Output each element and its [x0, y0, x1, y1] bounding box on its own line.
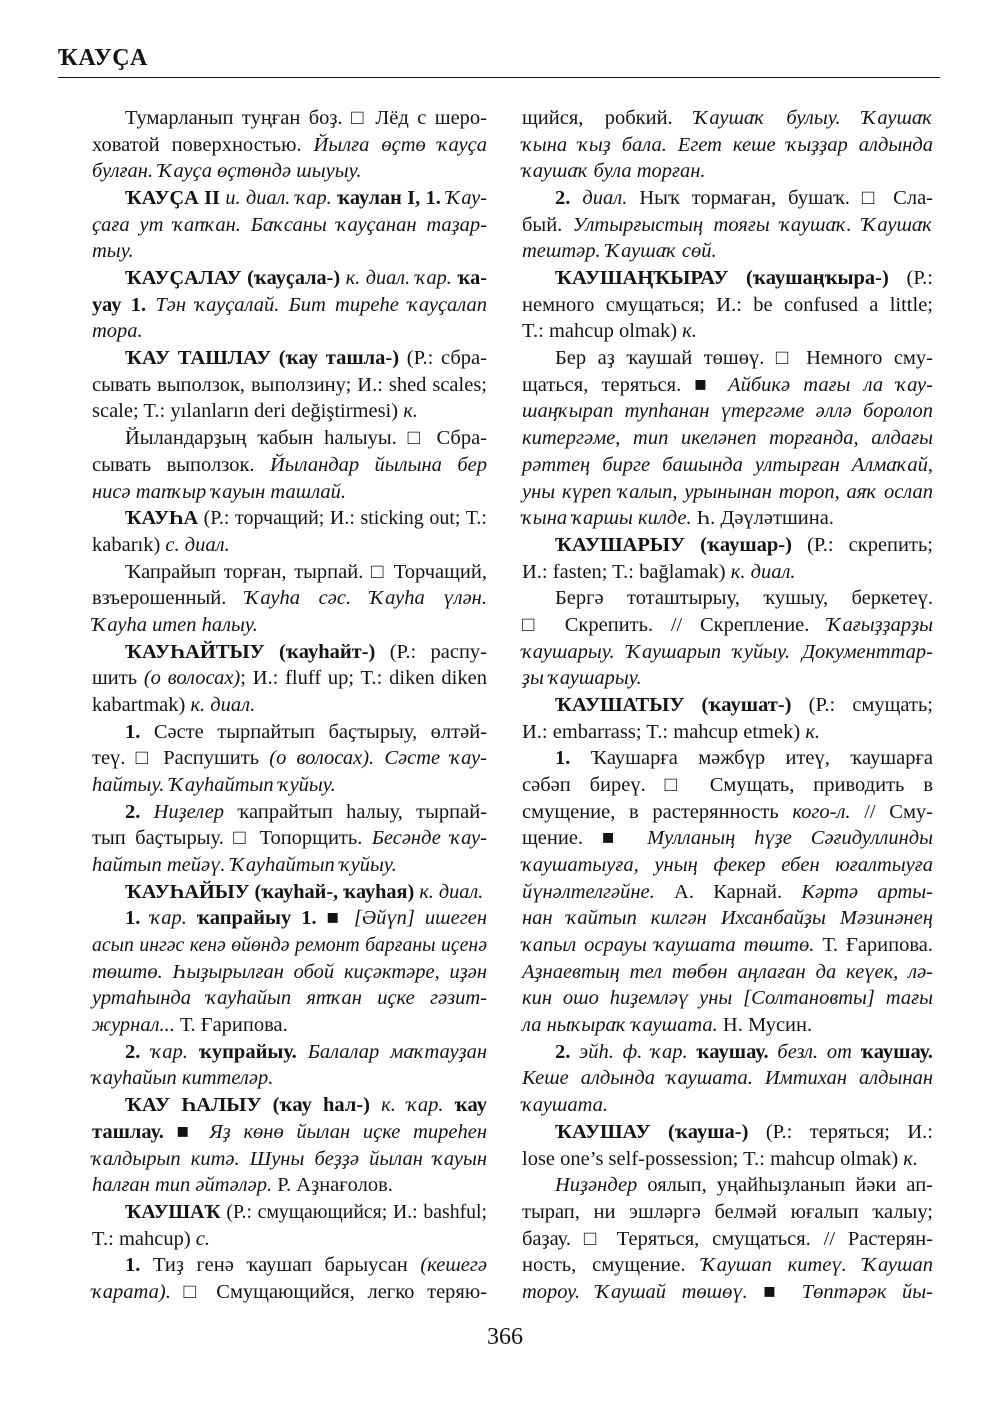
- italic-text: Яҙ көнө йылан иҫке тиреһен: [209, 1120, 487, 1143]
- text-line: [522, 479, 933, 505]
- italic-text: ҡаушарыу. Ҡаушарып ҡуйыу. Документтар-: [522, 640, 933, 663]
- text-line: [522, 665, 933, 691]
- text-line: [522, 905, 933, 931]
- text-line: [522, 1012, 933, 1038]
- italic-text: Мулланың һүҙе Сәғидуллинды: [647, 827, 933, 850]
- text-line: [92, 292, 487, 318]
- plain-text: □ Смущающийся, легко теряю-: [170, 1280, 487, 1303]
- italic-text: уртаһында ҡауһайып ятҡан иҫке гәзит-: [92, 987, 487, 1010]
- plain-text: Н. Мусин.: [717, 1014, 813, 1037]
- text-line: [92, 1226, 487, 1252]
- italic-text: эйһ. ф. ҡар.: [570, 1040, 688, 1063]
- italic-text: тороу. Ҡаушай төшөү.: [522, 1280, 748, 1303]
- text-line: [522, 612, 933, 638]
- text-line: [522, 1199, 933, 1225]
- text-line: [522, 345, 933, 371]
- text-line: [522, 1039, 933, 1065]
- text-line: [522, 132, 933, 158]
- italic-text: Ҡаушап китеү. Ҡаушап: [701, 1254, 933, 1277]
- text-line: [522, 292, 933, 318]
- text-line: [92, 1012, 487, 1038]
- bold-text: 2.: [555, 187, 571, 210]
- text-line: [92, 932, 487, 958]
- plain-text: (Р.:: [888, 267, 933, 290]
- italic-text: ла ныҡыраҡ ҡаушата.: [522, 1014, 718, 1037]
- text-line: [522, 105, 933, 131]
- plain-text: T.: mahcup olmak): [522, 320, 683, 343]
- italic-text: к.: [903, 1147, 919, 1170]
- italic-text: Ҡаушаҡ булыу. Ҡаушаҡ: [694, 107, 933, 129]
- bold-text: ҡаулан I, 1.: [331, 187, 441, 210]
- italic-text: Балалар маҡтауҙан: [296, 1040, 487, 1063]
- italic-text: Айбикә тағы ла ҡау-: [728, 373, 933, 396]
- text-line: [92, 318, 487, 344]
- plain-text: сывать выползок, выползину; И.: shed scales;: [92, 373, 487, 396]
- plain-text: Т. Ғарипова.: [814, 934, 933, 957]
- text-line: [522, 1119, 933, 1145]
- italic-text: кого-л.: [792, 800, 851, 823]
- text-line: [522, 238, 933, 264]
- text-line: [92, 1065, 487, 1091]
- italic-text: к. диал.: [190, 693, 256, 716]
- bold-text: ҡа-: [451, 267, 487, 290]
- plain-text: (Р.: торчащий; И.: sticking out; T.:: [198, 507, 487, 530]
- text-line: [92, 238, 487, 264]
- italic-text: Бесәнде ҡау-: [371, 827, 487, 850]
- text-line: [92, 185, 487, 211]
- text-line: [92, 1119, 487, 1145]
- italic-text: Кеше алдында ҡаушата. Имтихан алдынан: [522, 1067, 933, 1090]
- italic-text: к. ҡар.: [370, 1094, 444, 1117]
- italic-text: һайтыу. Ҡауһайтып ҡуйыу.: [92, 774, 336, 796]
- text-line: [92, 1039, 487, 1065]
- text-line: [92, 825, 487, 851]
- plain-text: (Р.: теряться; И.:: [748, 1120, 933, 1143]
- plain-text: щаться, теряться. ■: [522, 373, 729, 396]
- italic-text: рәттең бирге башында ултырған Алмаҡай,: [522, 453, 933, 476]
- text-line: [522, 719, 933, 745]
- text-line: [522, 532, 933, 558]
- italic-text: ҡына ҡаршы килде.: [522, 507, 692, 530]
- italic-text: Ҡауһа итеп һалыу.: [92, 613, 258, 636]
- plain-text: ховатой поверхностью.: [92, 133, 314, 156]
- italic-text: Ҡағыҙҙарҙы: [827, 613, 933, 636]
- plain-text: щийся, робкий.: [522, 107, 695, 129]
- plain-text: Ныҡ тормаған, бушаҡ. □ Сла-: [627, 187, 933, 210]
- bold-text: ҠАУ ТАШЛАУ (ҡау ташла-): [125, 347, 400, 370]
- italic-text: Ҡауһа сәс. Ҡауһа үлән.: [245, 587, 487, 610]
- bold-text: 1.: [125, 1254, 141, 1277]
- italic-text: китергәме, тип икеләнеп торғанда, алдағы: [522, 427, 933, 450]
- plain-text: T.: mahcup): [92, 1227, 196, 1250]
- plain-text: немного смущаться; И.: be confused a little;: [522, 293, 933, 316]
- italic-text: Төптәрәк йы-: [801, 1280, 933, 1303]
- plain-text: kabartmak): [92, 693, 191, 716]
- italic-text: с. диал.: [165, 533, 230, 556]
- text-line: [92, 479, 487, 505]
- text-line: [92, 452, 487, 478]
- text-line: [522, 452, 933, 478]
- bold-text: 2.: [125, 1040, 141, 1063]
- bold-text: ҡаушау.: [687, 1040, 769, 1063]
- bold-text: 2.: [555, 1040, 571, 1063]
- plain-text: lose one’s self-possession; T.: mahcup olmak): [522, 1147, 904, 1170]
- text-line: [92, 745, 487, 771]
- bold-text: ҠАУҪАЛАУ (ҡауҫала-): [125, 267, 341, 290]
- plain-text: бый.: [522, 213, 573, 236]
- plain-text: ■: [316, 907, 354, 930]
- italic-text: Аҙнаевтың тел төбөн аңлаған да кеүек, лә-: [522, 960, 933, 983]
- text-line: [522, 1279, 933, 1305]
- italic-text: к.: [805, 720, 821, 743]
- bold-text: уау 1.: [92, 293, 147, 316]
- text-line: [522, 585, 933, 611]
- plain-text: Ҡаушарға мәжбүр итеү, ҡаушарға: [570, 747, 933, 770]
- italic-text: тора.: [92, 320, 143, 343]
- plain-text: А. Карнай.: [654, 880, 802, 903]
- bold-text: 1.: [125, 907, 141, 930]
- italic-text: к. диал.: [414, 880, 484, 903]
- text-line: [92, 985, 487, 1011]
- bold-text: ҠАУҺАЙЫУ (ҡауһай-, ҡауһая): [125, 880, 415, 903]
- italic-text: төштө. Һыҙырылған обой киҫәктәре, иҙән: [92, 960, 487, 983]
- text-line: [522, 1226, 933, 1252]
- text-line: [522, 185, 933, 211]
- bold-text: ташлау.: [92, 1120, 164, 1143]
- bold-text: ҠАУШАРЫУ (ҡаушар-): [555, 533, 792, 556]
- italic-text: нан ҡайтып килгән Ихсанбайҙы Мәзинәнең: [522, 907, 933, 930]
- italic-text: к.: [682, 320, 697, 343]
- italic-text: шаңҡырап тупһанан үтергәме әллә боролоп: [522, 400, 933, 423]
- text-line: [92, 772, 487, 798]
- text-line: [92, 425, 487, 451]
- text-line: [522, 425, 933, 451]
- plain-text: смущение, в растерянность: [522, 800, 793, 823]
- bold-text: 2.: [125, 800, 154, 823]
- text-line: [92, 398, 487, 424]
- italic-text: к. диал.: [730, 560, 796, 583]
- bold-text: ҡаушау.: [860, 1040, 933, 1063]
- italic-text: Тән ҡауҫалай. Бит тиреһе ҡауҫалап: [146, 293, 487, 316]
- text-line: [522, 505, 933, 531]
- italic-text: Йылға өҫтө ҡауҫа: [313, 133, 487, 156]
- plain-text: баҙау. □ Теряться, смущаться. // Растерян-: [522, 1227, 933, 1250]
- italic-text: ҫаға ут ҡапҡан. Баҡсаны ҡауҫанан таҙар-: [92, 213, 487, 236]
- plain-text: Йыландарҙың ҡабын һалыуы. □ Сбра-: [125, 427, 487, 450]
- bold-text: ҡупрайыу.: [187, 1040, 297, 1063]
- italic-text: булған. Ҡауҫа өҫтөндә шыуыу.: [92, 160, 362, 183]
- italic-text: йүнәлтелгәйне.: [522, 880, 655, 903]
- text-line: [92, 1279, 487, 1305]
- text-line: [92, 959, 487, 985]
- text-line: [92, 132, 487, 158]
- plain-text: // Сму-: [850, 800, 933, 823]
- text-line: [92, 799, 487, 825]
- text-line: [92, 879, 487, 905]
- italic-text: уны күреп ҡалып, урынынан тороп, аяҡ ослап: [522, 480, 933, 503]
- text-line: [92, 692, 487, 718]
- italic-text: к.: [403, 400, 418, 423]
- text-line: [522, 1065, 933, 1091]
- italic-text: и. диал. ҡар.: [219, 187, 332, 210]
- italic-text: ҙы ҡаушарыу.: [522, 667, 642, 690]
- text-line: [522, 852, 933, 878]
- plain-text: Р. Аҙнағолов.: [272, 1174, 393, 1197]
- bold-text: ҡапрайыу 1.: [186, 907, 317, 930]
- italic-text: һалған тип әйтәләр.: [92, 1174, 273, 1197]
- italic-text: (о волосах). Сәсте ҡау-: [269, 747, 487, 770]
- text-line: [522, 1172, 933, 1198]
- italic-text: кин ошо һиҙемләү уны [Солтановты] тағы: [522, 987, 933, 1010]
- italic-text: нисә тапҡыр ҡауын ташлай.: [92, 480, 347, 503]
- italic-text: ҡар.: [140, 1040, 188, 1063]
- italic-text: ҡаушаҡ була торған.: [522, 160, 706, 183]
- italic-text: ҡапыл осрауы ҡаушата төштө.: [522, 934, 815, 957]
- text-line: [92, 212, 487, 238]
- text-line: [92, 505, 487, 531]
- italic-text: ҡауһайып киттеләр.: [92, 1067, 274, 1090]
- bold-text: ҠАУШАҠ: [125, 1200, 221, 1223]
- plain-text: ; И.: fluff up; T.: diken diken: [240, 667, 487, 690]
- left-column: [92, 0, 487, 1428]
- text-line: [522, 1252, 933, 1278]
- italic-text: ҡар.: [140, 907, 187, 930]
- plain-text: (Р.: смущать;: [791, 693, 933, 716]
- text-line: [522, 745, 933, 771]
- text-line: [522, 772, 933, 798]
- plain-text: шить: [92, 667, 144, 690]
- plain-text: (Р.: сбра-: [399, 347, 487, 370]
- plain-text: kabarık): [92, 533, 166, 556]
- plain-text: взъерошенный.: [92, 587, 246, 610]
- text-line: [522, 559, 933, 585]
- text-line: [92, 158, 487, 184]
- italic-text: тыу.: [92, 240, 134, 263]
- text-line: [522, 158, 933, 184]
- plain-text: И.: fasten; T.: bağlamak): [522, 560, 731, 583]
- plain-text: ность, смущение.: [522, 1254, 702, 1277]
- text-line: [92, 612, 487, 638]
- italic-text: ҡарата).: [92, 1280, 171, 1303]
- italic-text: Ҡау-: [440, 187, 487, 210]
- plain-text: Т. Ғарипова.: [174, 1014, 288, 1037]
- bold-text: ҠАУ ҺАЛЫУ (ҡау һал-): [125, 1094, 370, 1117]
- bold-text: ҡау: [443, 1094, 488, 1117]
- bold-text: 1.: [125, 720, 141, 743]
- italic-text: диал.: [570, 187, 628, 210]
- text-line: [522, 1146, 933, 1172]
- text-line: [522, 639, 933, 665]
- text-line: [92, 105, 487, 131]
- text-line: [522, 212, 933, 238]
- text-line: [522, 932, 933, 958]
- text-line: [92, 1252, 487, 1278]
- plain-text: Бергә тоташтырыу, ҡушыу, беркетеү.: [555, 587, 933, 610]
- plain-text: сывать выползок.: [92, 453, 270, 476]
- italic-text: ҡаушата.: [522, 1094, 609, 1117]
- text-line: [522, 985, 933, 1011]
- plain-text: Бер аҙ ҡаушай төшөү. □ Немного сму-: [555, 347, 933, 370]
- text-line: [92, 852, 487, 878]
- plain-text: ■: [163, 1120, 210, 1143]
- bold-text: ҠАУҺА: [125, 507, 199, 530]
- plain-text: тырап, ни эшләргә белмәй юғалып ҡалыу;: [522, 1200, 933, 1223]
- running-head: ҠАУҪА: [58, 45, 148, 71]
- italic-text: Кәртә арты-: [801, 880, 933, 903]
- plain-text: теү. □ Распушить: [92, 747, 270, 770]
- plain-text: Һ. Дәүләтшина.: [691, 507, 834, 530]
- text-line: [92, 265, 487, 291]
- text-line: [92, 639, 487, 665]
- text-line: [92, 345, 487, 371]
- text-line: [522, 265, 933, 291]
- italic-text: Йыландар йылына бер: [269, 453, 487, 476]
- text-line: [522, 959, 933, 985]
- text-line: [92, 719, 487, 745]
- plain-text: щение. ■: [522, 827, 648, 850]
- text-line: [522, 799, 933, 825]
- plain-text: Ҡапрайып торған, тырпай. □ Торчащий,: [125, 560, 487, 583]
- plain-text: ■: [747, 1280, 802, 1303]
- italic-text: ҡалдырып китә. Шуны беҙҙә йылан ҡауын: [92, 1147, 487, 1170]
- plain-text: тып баҫтырыу. □ Топорщить.: [92, 827, 372, 850]
- right-column: [522, 0, 933, 1428]
- italic-text: (о волосах): [143, 667, 241, 690]
- plain-text: scale; T.: yılanların deri değiştirmesi): [92, 400, 404, 423]
- text-line: [92, 559, 487, 585]
- bold-text: ҠАУШАУ (ҡауша-): [555, 1120, 749, 1143]
- text-line: [92, 1172, 487, 1198]
- plain-text: Тиҙ генә ҡаушап барыусан: [140, 1254, 421, 1277]
- italic-text: асып ингәс кенә өйөндә ремонт барғаны иҫенә: [92, 934, 487, 957]
- bold-text: ҠАУШАТЫУ (ҡаушат-): [555, 693, 792, 716]
- text-line: [92, 1146, 487, 1172]
- italic-text: журнал...: [92, 1014, 175, 1037]
- italic-text: һайтып тейәү. Ҡауһайтып ҡуйыу.: [92, 854, 397, 877]
- text-line: [522, 825, 933, 851]
- plain-text: (Р.: скрепить;: [791, 533, 933, 556]
- plain-text: И.: embarrass; T.: mahcup etmek): [522, 720, 806, 743]
- text-line: [522, 879, 933, 905]
- text-line: [522, 398, 933, 424]
- plain-text: ҡапрайтып һалыу, тырпай-: [224, 800, 488, 823]
- text-line: [522, 1092, 933, 1118]
- italic-text: Ниҙәндер: [555, 1174, 638, 1197]
- italic-text: тештәр. Ҡаушаҡ сөй.: [522, 240, 717, 263]
- plain-text: (Р.: распу-: [375, 640, 487, 663]
- plain-text: сәбәп биреү. □ Смущать, приводить в: [522, 774, 933, 796]
- text-line: [522, 692, 933, 718]
- text-line: [92, 372, 487, 398]
- text-line: [92, 665, 487, 691]
- italic-text: ҡына ҡыҙ бала. Егет кеше ҡыҙҙар алдында: [522, 133, 933, 156]
- italic-text: ҡаушатыуға, уның фекер ебен юғалтыуға: [522, 854, 933, 877]
- text-line: [92, 1092, 487, 1118]
- bold-text: ҠАУҺАЙТЫУ (ҡауһайт-): [125, 640, 376, 663]
- text-line: [92, 1199, 487, 1225]
- bold-text: 1.: [555, 747, 571, 770]
- plain-text: оялып, уңайһыҙланып йәки ап-: [637, 1174, 933, 1197]
- plain-text: (Р.: смущающийся; И.: bashful;: [220, 1200, 487, 1223]
- italic-text: к. диал. ҡар.: [340, 267, 452, 290]
- italic-text: безл. от: [768, 1040, 861, 1063]
- italic-text: с.: [195, 1227, 211, 1250]
- plain-text: □ Скрепить. // Скрепление.: [522, 613, 828, 636]
- text-line: [92, 585, 487, 611]
- plain-text: Тумарланып туңған боҙ. □ Лёд с шеро-: [125, 107, 487, 129]
- italic-text: (кешегә: [420, 1254, 487, 1277]
- text-line: [92, 532, 487, 558]
- bold-text: ҠАУҪА II: [125, 187, 220, 210]
- page-number: 366: [487, 1324, 523, 1350]
- text-line: [522, 318, 933, 344]
- italic-text: [Әйүп] ишеген: [353, 907, 488, 930]
- italic-text: Ултырғыстың тояғы ҡаушаҡ. Ҡаушаҡ: [572, 213, 933, 236]
- bold-text: ҠАУШАҢҠЫРАУ (ҡаушаңҡыра-): [555, 267, 889, 290]
- plain-text: Сәсте тырпайтып баҫтырыу, өлтәй-: [140, 720, 487, 743]
- italic-text: Ниҙелер: [153, 800, 225, 823]
- text-line: [92, 905, 487, 931]
- text-line: [522, 372, 933, 398]
